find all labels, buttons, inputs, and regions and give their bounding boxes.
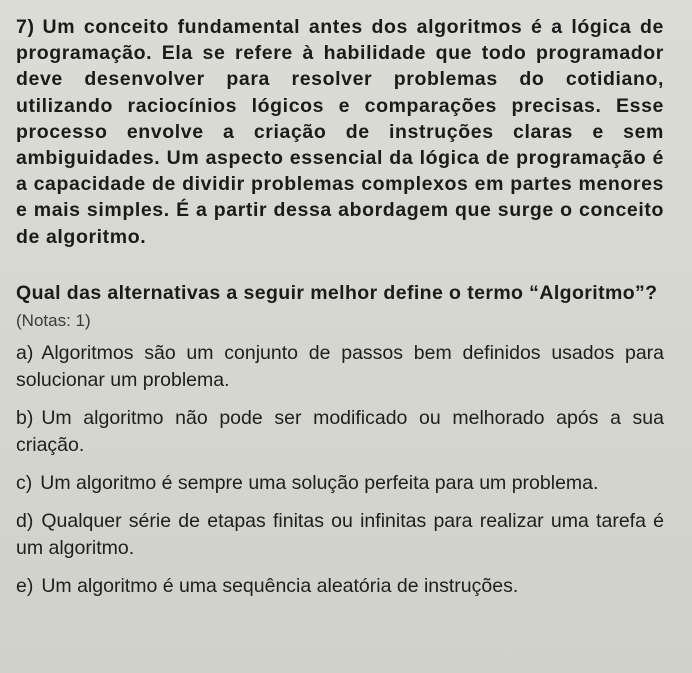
option-text: Um algoritmo é sempre uma solução perfeita para um problema. [40,471,599,494]
notes-label: (Notas: 1) [16,310,91,330]
question-stem [16,14,664,250]
question-prompt: Qual das alternativas a seguir melhor define o termo “Algoritmo”? [16,281,658,304]
option-text: Algoritmos são um conjunto de passos bem definidos usados para solucionar um problema. [16,341,664,391]
option-letter: e) [16,574,34,597]
option-text: Um algoritmo não pode ser modificado ou melhorado após a sua criação. [16,406,664,456]
option-text: Um algoritmo é uma sequência aleatória de instruções. [41,574,519,597]
option-letter: c) [16,471,33,494]
option-e[interactable] [16,573,664,600]
stem-text: Um conceito fundamental antes dos algoritmos é a lógica de programação. Ela se refere à habilidade que todo programador deve desenvolver para resolver problemas do cotidiano, utilizando raciocínios lógicos e comparações precisas. Esse processo envolve a criação de instruções claras e sem ambiguidades. Um aspecto essencial da lógica de programação é a capacidade de dividir problemas complexos em partes menores e mais simples. É a partir dessa abordagem que surge o conceito de algoritmo. [16,16,664,248]
option-text: Qualquer série de etapas finitas ou infinitas para realizar uma tarefa é um algoritmo. [16,509,664,559]
option-c[interactable] [16,470,664,497]
options-list [16,340,664,600]
option-a[interactable] [16,340,664,394]
option-letter: b) [16,406,34,429]
question-number: 7) [16,16,35,38]
option-letter: a) [16,341,34,364]
option-d[interactable] [16,508,664,562]
option-letter: d) [16,509,34,532]
option-b[interactable] [16,405,664,459]
